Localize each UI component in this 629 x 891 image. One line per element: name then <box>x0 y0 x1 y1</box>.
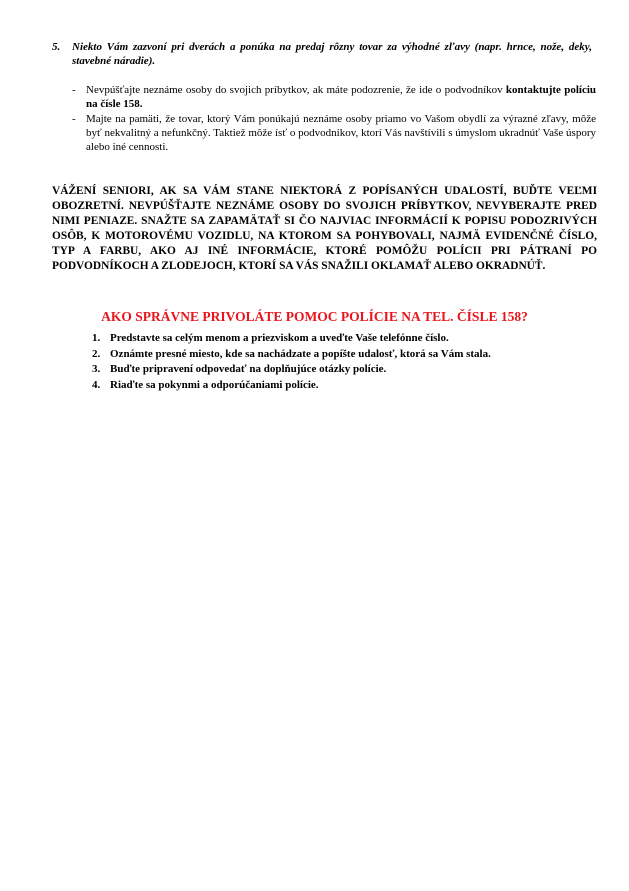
item-number: 5. <box>52 41 61 53</box>
bullet-dash: - <box>72 113 76 125</box>
step-number: 3. <box>92 363 101 375</box>
step-item <box>90 378 590 394</box>
bullet-dash: - <box>72 84 76 96</box>
howto-steps <box>90 331 590 393</box>
advice-list <box>72 83 596 155</box>
step-item <box>90 362 590 378</box>
howto-heading: AKO SPRÁVNE PRIVOLÁTE POMOC POLÍCIE NA TEL. ČÍSLE 158? <box>101 309 528 324</box>
step-text: Predstavte sa celým menom a priezviskom a uveďte Vaše telefónne číslo. <box>110 332 449 344</box>
advice-text: Majte na pamäti, že tovar, ktorý Vám ponúkajú neznáme osoby priamo vo Vašom obydlí za výrazné zľavy, môže byť nekvalitný a nefunkčný. Taktiež môže ísť o podvodníkov, ktorí Vás navštívili s úmyslom ukradnúť Vaše úspory alebo iné cennosti. <box>86 113 596 153</box>
advice-item <box>72 112 596 154</box>
step-item <box>90 331 590 347</box>
advice-item <box>72 83 596 111</box>
step-number: 2. <box>92 347 101 360</box>
advice-text: Nevpúšťajte neznáme osoby do svojich príbytkov, ak máte podozrenie, že ide o podvodníkov <box>86 84 506 96</box>
step-text: Oznámte presné miesto, kde sa nachádzate a popíšte udalosť, ktorá sa Vám stala. <box>110 347 491 360</box>
step-text: Riaďte sa pokynmi a odporúčaniami polície. <box>110 378 319 391</box>
senior-warning: VÁŽENÍ SENIORI, AK SA VÁM STANE NIEKTORÁ Z POPÍSANÝCH UDALOSTÍ, BUĎTE VEĽMI OBOZRETNÍ. NEVPÚŠŤAJTE NEZNÁME OSOBY DO SVOJICH PRÍBYTKOV, NEVYBERAJTE PRED NIMI PENIAZE. SNAŽTE SA ZAPAMÄTAŤ SI ČO NAJVIAC INFORMÁCIÍ K POPISU PODOZRIVÝCH OSÔB, K MOTOROVÉMU VOZIDLU, NA KTOROM SA POHYBOVALI, NAJMÄ EVIDENČNÉ ČÍSLO, TYP A FARBU, AKO AJ INÉ INFORMÁCIE, KTORÉ POMÔŽU POLÍCII PRI PÁTRANÍ PO PODVODNÍKOCH A ZLODEJOCH, KTORÍ SA VÁS SNAŽILI OKLAMAŤ ALEBO OKRADNÚŤ. <box>52 185 597 272</box>
step-number: 1. <box>92 332 101 344</box>
step-item <box>90 347 590 363</box>
step-number: 4. <box>92 378 101 391</box>
item-text: Niekto Vám zazvoní pri dverách a ponúka na predaj rôzny tovar za výhodné zľavy (napr. hrnce, nože, deky, stavebné náradie). <box>72 41 592 67</box>
advice-bold-text: kontaktujte políciu na čísle 158. <box>86 84 596 110</box>
step-text: Buďte pripravení odpovedať na doplňujúce otázky polície. <box>110 363 387 375</box>
